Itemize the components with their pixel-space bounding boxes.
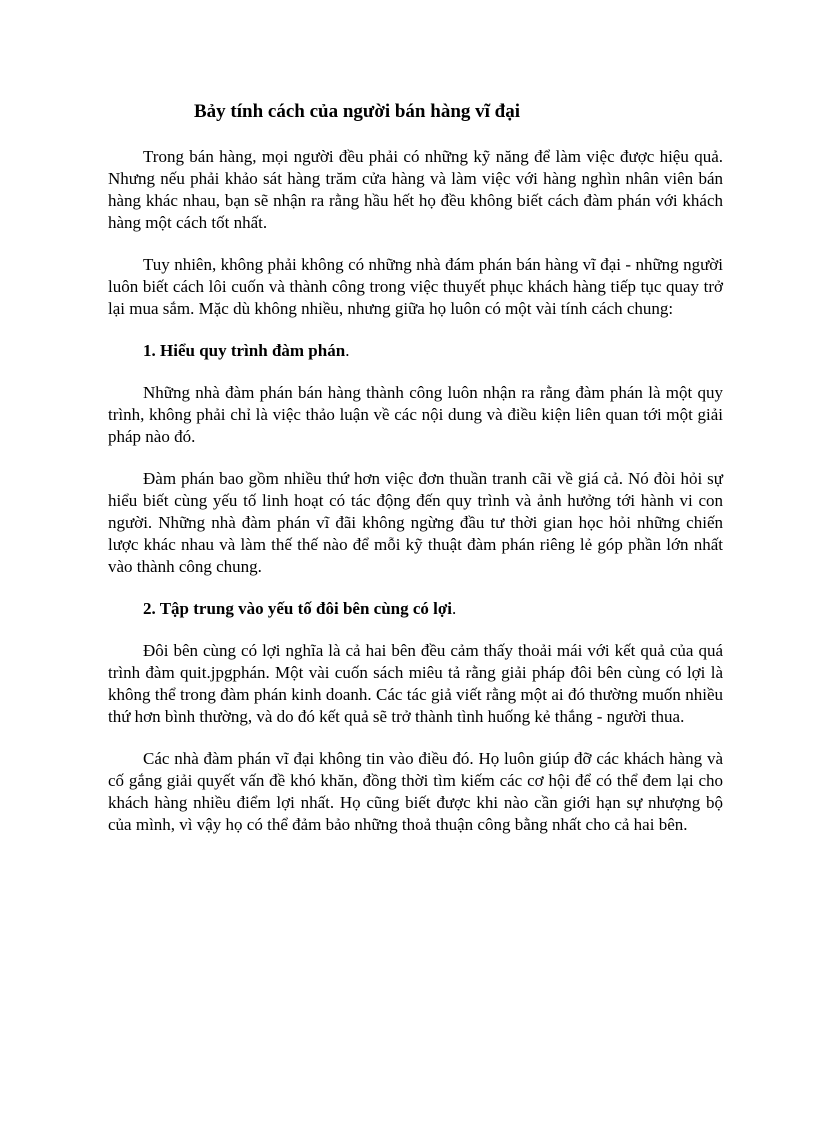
intro-paragraph-2: Tuy nhiên, không phải không có những nhà đám phán bán hàng vĩ đại - những người luôn biết cách lôi cuốn và thành công trong việc thuyết phục khách hàng tiếp tục quay trở lại mua sắm. Mặc dù không nhiều, nhưng giữa họ luôn có một vài tính cách chung:	[108, 255, 723, 318]
section-2-heading: 2. Tập trung vào yếu tố đôi bên cùng có lợi	[143, 599, 453, 618]
section-2-heading-line	[108, 598, 723, 620]
document-title: Bảy tính cách của người bán hàng vĩ đại	[194, 101, 521, 122]
section-1-heading: 1. Hiểu quy trình đàm phán	[143, 341, 346, 360]
section-1-heading-line	[108, 340, 723, 362]
document-page	[108, 100, 723, 856]
section-1-paragraph-1: Những nhà đàm phán bán hàng thành công luôn nhận ra rằng đàm phán là một quy trình, không phải chỉ là việc thảo luận về các nội dung và điều kiện liên quan tới một giải pháp nào đó.	[108, 383, 723, 446]
section-2-paragraph-2: Các nhà đàm phán vĩ đại không tin vào điều đó. Họ luôn giúp đỡ các khách hàng và cố gắng giải quyết vấn đề khó khăn, đồng thời tìm kiếm các cơ hội để có thể đem lại cho khách hàng nhiều điểm lợi nhất. Họ cũng biết được khi nào cần giới hạn sự nhượng bộ của mình, vì vậy họ có thể đảm bảo những thoả thuận công bằng nhất cho cả hai bên.	[108, 749, 723, 834]
section-1-paragraph-2: Đàm phán bao gồm nhiều thứ hơn việc đơn thuần tranh cãi về giá cả. Nó đòi hỏi sự hiểu biết cùng yếu tố linh hoạt có tác động đến quy trình và ảnh hưởng tới hành vi con người. Những nhà đàm phán vĩ đãi không ngừng đầu tư thời gian học hỏi những chiến lược khác nhau và làm thế thế nào để mỗi kỹ thuật đàm phán riêng lẻ góp phần lớn nhất vào thành công chung.	[108, 469, 723, 576]
section-1-heading-period: .	[345, 341, 350, 360]
intro-paragraph-1: Trong bán hàng, mọi người đều phải có những kỹ năng để làm việc được hiệu quả. Nhưng nếu phải khảo sát hàng trăm cửa hàng và làm việc với hàng nghìn nhân viên bán hàng khác nhau, bạn sẽ nhận ra rằng hầu hết họ đều không biết cách đàm phán với khách hàng một cách tốt nhất.	[108, 147, 723, 232]
section-2-paragraph-1: Đôi bên cùng có lợi nghĩa là cả hai bên đều cảm thấy thoải mái với kết quả của quá trình đàm quit.jpgphán. Một vài cuốn sách miêu tả rằng giải pháp đôi bên cùng có lợi là không thể trong đàm phán kinh doanh. Các tác giả viết rằng một ai đó thường muốn nhiều thứ hơn bình thường, và do đó kết quả sẽ trở thành tình huống kẻ thắng - người thua.	[108, 641, 723, 726]
section-2-heading-period: .	[452, 599, 457, 618]
